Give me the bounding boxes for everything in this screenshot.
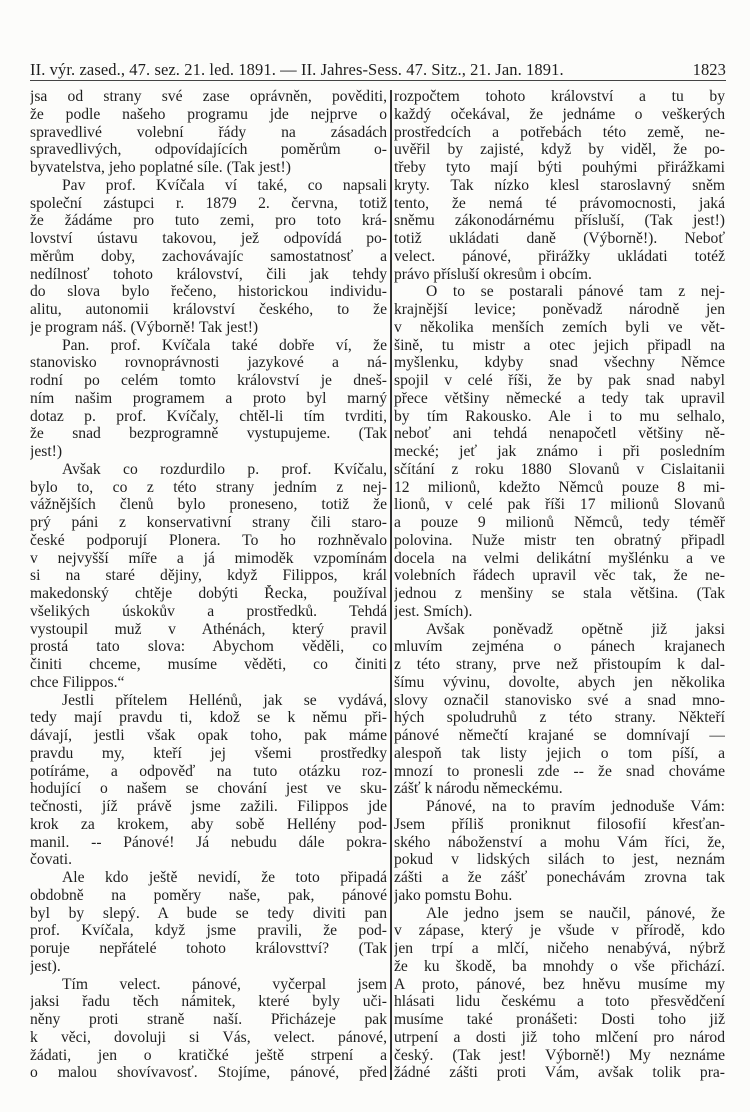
text-line: pokud v lidských silách to jest, neznám bbox=[394, 851, 725, 869]
text-line: Pav prof. Kvíčala ví také, co napsali bbox=[62, 176, 387, 194]
text-line: volebních řádech upravil věc tak, že ne- bbox=[394, 567, 725, 585]
text-line: rozpočtem tohoto království a tu by bbox=[394, 88, 725, 105]
text-line: jest. Smích). bbox=[394, 602, 473, 620]
left-column bbox=[30, 88, 387, 1082]
text-line: že žádáme pro tuto zemi, pro toto krá- bbox=[30, 212, 387, 230]
text-line: třeby tyto mají býti pouhými přirážkami bbox=[394, 159, 725, 176]
text-line: Avšak co rozdurdilo p. prof. Kvíčalu, bbox=[62, 460, 387, 478]
text-line: v několika menších zemích byli ve vět- bbox=[394, 318, 725, 336]
text-line: docela na velmi delikátní myšlénku a ve bbox=[394, 549, 725, 567]
paragraph bbox=[30, 461, 387, 692]
text-line: byl by slepý. A bude se tedy diviti pan bbox=[30, 904, 387, 922]
text-line: lionů, v celé pak říši 17 milionů Slovanů bbox=[394, 496, 725, 514]
text-line: chce Filippos.“ bbox=[30, 673, 125, 691]
text-line: slovy označil stanovisko své a snad mno- bbox=[394, 691, 725, 709]
text-line: k věci, dovoluji si Vás, velect. pánové, bbox=[30, 1028, 387, 1046]
text-line: Pan. prof. Kvíčala také dobře ví, že bbox=[62, 336, 387, 354]
text-line: ského náboženství a mohu Vám říci, že, bbox=[394, 833, 725, 851]
text-line: manil. -- Pánové! Já nebudu dále pokra- bbox=[30, 833, 387, 851]
text-line: poruje nepřátelé tohoto královsttví? (Tak bbox=[30, 940, 387, 957]
text-line: uvěřil by zajisté, když by viděl, že po- bbox=[394, 141, 725, 159]
text-line: jaksi řadu těch námitek, které byly uči- bbox=[30, 993, 387, 1011]
text-line: žádati, jen o kratičké ještě strpení a bbox=[30, 1046, 387, 1064]
text-line: že ku škodě, ba mnohdy o vše přichází. bbox=[394, 957, 725, 975]
text-line: stanovisko rovnoprávnosti jazykové a ná- bbox=[30, 354, 387, 372]
text-line: přece většiny německé a tedy tak upravil bbox=[394, 389, 725, 407]
text-line: spravedlivých, odpovídajících poměrům o- bbox=[30, 141, 387, 159]
text-line: obdobně na poměry naše, pak, pánové bbox=[30, 886, 387, 904]
text-line: jest). bbox=[30, 957, 61, 975]
text-line: něny proti straně naší. Přicházeje pak bbox=[30, 1011, 387, 1028]
text-line: Tím velect. pánové, vyčerpal jsem bbox=[62, 975, 387, 993]
text-line: že snad bezprogramně vystupujeme. (Tak bbox=[30, 425, 387, 443]
text-line: polovina. Nuže mistr ten obratný připadl bbox=[394, 531, 725, 549]
text-line: Avšak poněvadž opětně již jaksi bbox=[426, 620, 725, 638]
text-line: vážnějších členů bylo proneseno, totiž že bbox=[30, 496, 387, 514]
text-line: čovati. bbox=[30, 851, 72, 869]
text-line: Pánové, na to pravím jednoduše Vám: bbox=[426, 798, 725, 815]
text-line: rodní po celém tomto království je dneš- bbox=[30, 372, 387, 389]
text-line: v nejvyšší míře a já mimoděk vzpomínám bbox=[30, 549, 387, 567]
text-line: Ale kdo ještě nevidí, že toto připadá bbox=[62, 869, 387, 886]
text-line: byvatelstva, jeho poplatné síle. (Tak jest!) bbox=[30, 159, 291, 176]
text-line: hlásati lidu českému a toto přesvědčení bbox=[394, 993, 725, 1011]
text-line: jest!) bbox=[30, 443, 63, 460]
paragraph bbox=[394, 798, 725, 905]
text-line: Jestli přítelem Hellénů, jak se vydává, bbox=[62, 691, 387, 709]
text-line: mnozí to pronesli zde -- že snad chováme bbox=[394, 762, 725, 780]
text-line: měrům doby, zachovávajíc samostatnosť a bbox=[30, 247, 387, 265]
text-line: české podporují Plonera. To ho rozhněvalo bbox=[30, 531, 387, 549]
text-line: sčítání z roku 1880 Slovanů v Cislaitanii bbox=[394, 460, 725, 478]
paragraph bbox=[394, 88, 725, 283]
text-line: vystoupil muž v Athénách, který pravil bbox=[30, 620, 387, 638]
text-line: alitu, autonomii království českého, to že bbox=[30, 301, 387, 318]
paragraph bbox=[30, 976, 387, 1083]
text-line: prof. Kvíčala, když jsme pravili, že pod- bbox=[30, 922, 387, 940]
text-line: hých spoludruhů z této strany. Někteří bbox=[394, 709, 725, 727]
text-line: o malou shovívavosť. Stojíme, pánové, před bbox=[30, 1064, 387, 1082]
text-line: pánové němečtí krajané se domnívají — bbox=[394, 727, 725, 744]
running-header bbox=[30, 58, 726, 81]
text-line: by tím Rakousko. Ale i to mu selhalo, bbox=[394, 407, 725, 425]
text-line: totiž ukládati daně (Výborně!). Neboť bbox=[394, 230, 725, 247]
text-line: činiti chceme, musíme věděti, co činiti bbox=[30, 656, 387, 673]
text-line: ním našim programem a proto byl marný bbox=[30, 389, 387, 407]
text-line: prý páni z konservativní strany čili staro- bbox=[30, 514, 387, 531]
text-line: tento, že nemá té právomocnosti, jaká bbox=[394, 194, 725, 212]
paragraph bbox=[30, 88, 387, 177]
text-line: velect. pánové, přirážky ukládati totéž bbox=[394, 247, 725, 265]
text-line: zášť k národu německému. bbox=[394, 780, 563, 798]
text-line: sněmu zákonodárnému přísluší, (Tak jest!) bbox=[394, 212, 725, 230]
text-line: krajnější levice; poněvadž národně jen bbox=[394, 301, 725, 318]
paragraph bbox=[394, 621, 725, 799]
text-line: jen trpí a mlčí, ničeho nenabývá, nýbrž bbox=[394, 940, 725, 957]
text-line: myšlenku, kdyby snad všechny Němce bbox=[394, 354, 725, 372]
paragraph bbox=[30, 692, 387, 870]
text-line: mecké; jeť jak známo i při posledním bbox=[394, 443, 725, 460]
text-line: šině, tu mistr a otec jejich připadl na bbox=[394, 336, 725, 354]
text-line: makedonský chtěje dobýti Řecka, používal bbox=[30, 585, 387, 602]
text-line: hodující o našem se chování jest ve sku- bbox=[30, 780, 387, 798]
text-line: mluvím zejména o pánech krajanech bbox=[394, 638, 725, 656]
page-number: 1823 bbox=[692, 60, 726, 79]
running-title: II. výr. zased., 47. sez. 21. led. 1891. — II. Jahres-Sess. 47. Sitz., 21. Jan. 1891. bbox=[30, 60, 564, 79]
text-line: krok za krokem, aby sobě Hellény pod- bbox=[30, 815, 387, 833]
text-line: tečnosti, jíž právě jsme zažili. Filippos jde bbox=[30, 798, 387, 815]
paragraph bbox=[30, 337, 387, 461]
text-line: Jsem příliš proniknut filosofií křesťan- bbox=[394, 815, 725, 833]
paragraph bbox=[30, 869, 387, 976]
text-line: v zápase, který je všude v přírodě, kdo bbox=[394, 922, 725, 940]
text-line: bylo to, co z této strany jedním z nej- bbox=[30, 478, 387, 496]
text-line: jako pomstu Bohu. bbox=[394, 886, 513, 904]
text-line: český. (Tak jest! Výborně!) My neznáme bbox=[394, 1046, 725, 1064]
text-line: O to se postarali pánové tam z nej- bbox=[426, 283, 725, 301]
text-line: každý očekával, že jednáme o veškerých bbox=[394, 105, 725, 123]
text-line: si na staré dějiny, když Filippos, král bbox=[30, 567, 387, 585]
text-line: kryty. Tak nízko klesl staroslavný sněm bbox=[394, 176, 725, 194]
text-line: šímu vývinu, dovolte, abych jen několika bbox=[394, 673, 725, 691]
text-line: utrpení a dosti již toho mlčení pro národ bbox=[394, 1028, 725, 1046]
text-line: tedy mají pravdu ti, kdož se k němu při- bbox=[30, 709, 387, 727]
text-line: zášti a že zášť ponechávám zrovna tak bbox=[394, 869, 725, 886]
text-line: a pouze 9 milionů Němců, tedy téměř bbox=[394, 514, 725, 531]
text-line: neboť ani tehdá nenapočetl většiny ně- bbox=[394, 425, 725, 443]
text-line: jednou z menšiny se stala většina. (Tak bbox=[394, 585, 725, 602]
text-line: dotaz p. prof. Kvíčaly, chtěl-li tím tvrditi, bbox=[30, 407, 387, 425]
text-line: lovství ústavu takovou, jež odpovídá po- bbox=[30, 230, 387, 247]
text-line: potíráme, a odpověď na tuto otázku roz- bbox=[30, 762, 387, 780]
text-line: že podle našeho programu jde nejprve o bbox=[30, 105, 387, 123]
text-line: spravedlivé volební řády na zásadách bbox=[30, 123, 387, 141]
text-line: prostředcích a potřebách této země, ne- bbox=[394, 123, 725, 141]
text-line: alespoň tak listy jejich o tom píší, a bbox=[394, 744, 725, 762]
text-line: všelikých úskokův a prostředků. Tehdá bbox=[30, 602, 387, 620]
text-line: Ale jedno jsem se naučil, pánové, že bbox=[426, 904, 725, 922]
text-line: pravdu my, kteří jej všemi prostředky bbox=[30, 744, 387, 762]
text-line: žádné zášti proti Vám, avšak tolik pra- bbox=[394, 1064, 725, 1082]
paragraph bbox=[394, 905, 725, 1083]
right-column bbox=[394, 88, 725, 1082]
paragraph bbox=[30, 177, 387, 337]
text-line: 12 milionů, kdežto Němců pouze 8 mi- bbox=[394, 478, 725, 496]
text-line: nedílnosť tohoto království, čili jak tehdy bbox=[30, 265, 387, 283]
text-line: je program náš. (Výborně! Tak jest!) bbox=[30, 318, 259, 336]
text-line: A proto, pánové, bez hněvu musíme my bbox=[394, 975, 725, 993]
text-line: z této strany, prve než přistoupím k dal- bbox=[394, 656, 725, 673]
text-line: do slova bylo řečeno, historickou individu- bbox=[30, 283, 387, 301]
text-line: společní zástupci r. 1879 2. čeгvna, totiž bbox=[30, 194, 387, 212]
text-line: právo přísluší okresům i obcím. bbox=[394, 265, 592, 283]
text-line: musíme také pronášeti: Dosti toho již bbox=[394, 1011, 725, 1028]
text-line: spojil v celé říši, že by pak snad nabyl bbox=[394, 372, 725, 389]
text-line: jsa od strany své zase oprávněn, pověditi, bbox=[30, 88, 387, 105]
text-line: prostá tato slova: Abychom věděli, co bbox=[30, 638, 387, 656]
column-divider bbox=[390, 90, 392, 1080]
paragraph bbox=[394, 283, 725, 620]
text-line: dávají, jestli však opak toho, pak máme bbox=[30, 727, 387, 744]
